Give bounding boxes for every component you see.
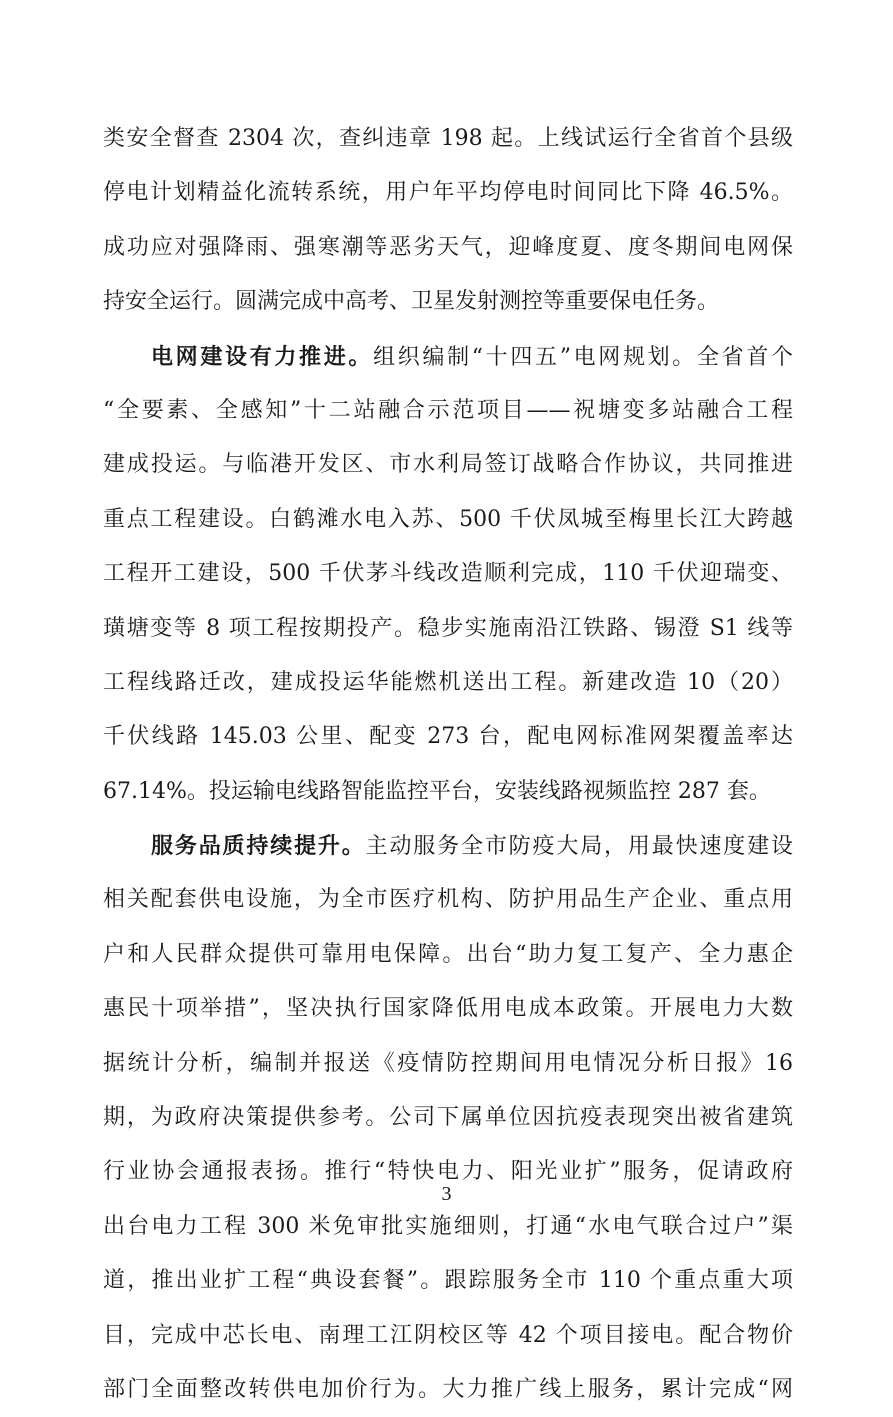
text-line: 成功应对强降雨、强寒潮等恶劣天气，迎峰度夏、度冬期间电网保 <box>103 234 793 260</box>
text-line: 道，推出业扩工程“典设套餐”。跟踪服务全市 110 个重点重大项 <box>103 1268 793 1294</box>
text-line: 建成投运。与临港开发区、市水利局签订战略合作协议，共同推进 <box>103 452 793 478</box>
text-line: 工程线路迁改，建成投运华能燃机送出工程。新建改造 10（20） <box>103 669 793 695</box>
text-line: 千伏线路 145.03 公里、配变 273 台，配电网标准网架覆盖率达 <box>103 724 793 750</box>
text-line: 行业协会通报表扬。推行“特快电力、阳光业扩”服务，促请政府 <box>103 1159 793 1185</box>
text-line: 重点工程建设。白鹤滩水电入苏、500 千伏凤城至梅里长江大跨越 <box>103 506 793 532</box>
text-line: 停电计划精益化流转系统，用户年平均停电时间同比下降 46.5%。 <box>103 180 793 206</box>
section-heading: 服务品质持续提升。 <box>151 833 366 860</box>
text-span: 组织编制“十四五”电网规划。全省首个 <box>373 344 793 370</box>
section-heading: 电网建设有力推进。 <box>151 343 374 370</box>
text-line: 出台电力工程 300 米免审批实施细则，打通“水电气联合过户”渠 <box>103 1213 793 1239</box>
text-line: 惠民十项举措”，坚决执行国家降低用电成本政策。开展电力大数 <box>103 996 793 1022</box>
text-line: 类安全督查 2304 次，查纠违章 198 起。上线试运行全省首个县级 <box>103 126 793 151</box>
text-line: 璜塘变等 8 项工程按期投产。稳步实施南沿江铁路、锡澄 S1 线等 <box>103 615 793 641</box>
body-text <box>103 112 793 1417</box>
text-line: 目，完成中芯长电、南理工江阴校区等 42 个项目接电。配合物价 <box>103 1322 793 1348</box>
text-line: 工程开工建设，500 千伏茅斗线改造顺利完成，110 千伏迎瑞变、 <box>103 561 793 587</box>
text-line: 部门全面整改转供电加价行为。大力推广线上服务，累计完成“网 <box>103 1376 793 1402</box>
page-number: 3 <box>441 1183 452 1205</box>
text-line: “全要素、全感知”十二站融合示范项目——祝塘变多站融合工程 <box>103 397 793 423</box>
text-line: 67.14%。投运输电线路智能监控平台，安装线路视频监控 287 套。 <box>103 778 771 804</box>
text-line: 持安全运行。圆满完成中高考、卫星发射测控等重要保电任务。 <box>103 289 720 315</box>
text-line: 户和人民群众提供可靠用电保障。出台“助力复工复产、全力惠企 <box>103 941 793 967</box>
text-line: 据统计分析，编制并报送《疫情防控期间用电情况分析日报》16 <box>103 1050 793 1076</box>
paragraph-first-line <box>103 819 793 873</box>
paragraph-first-line <box>103 330 793 384</box>
text-line: 期，为政府决策提供参考。公司下属单位因抗疫表现突出被省建筑 <box>103 1105 793 1131</box>
text-line: 相关配套供电设施，为全市医疗机构、防护用品生产企业、重点用 <box>103 887 793 913</box>
text-span: 主动服务全市防疫大局，用最快速度建设 <box>365 834 793 860</box>
